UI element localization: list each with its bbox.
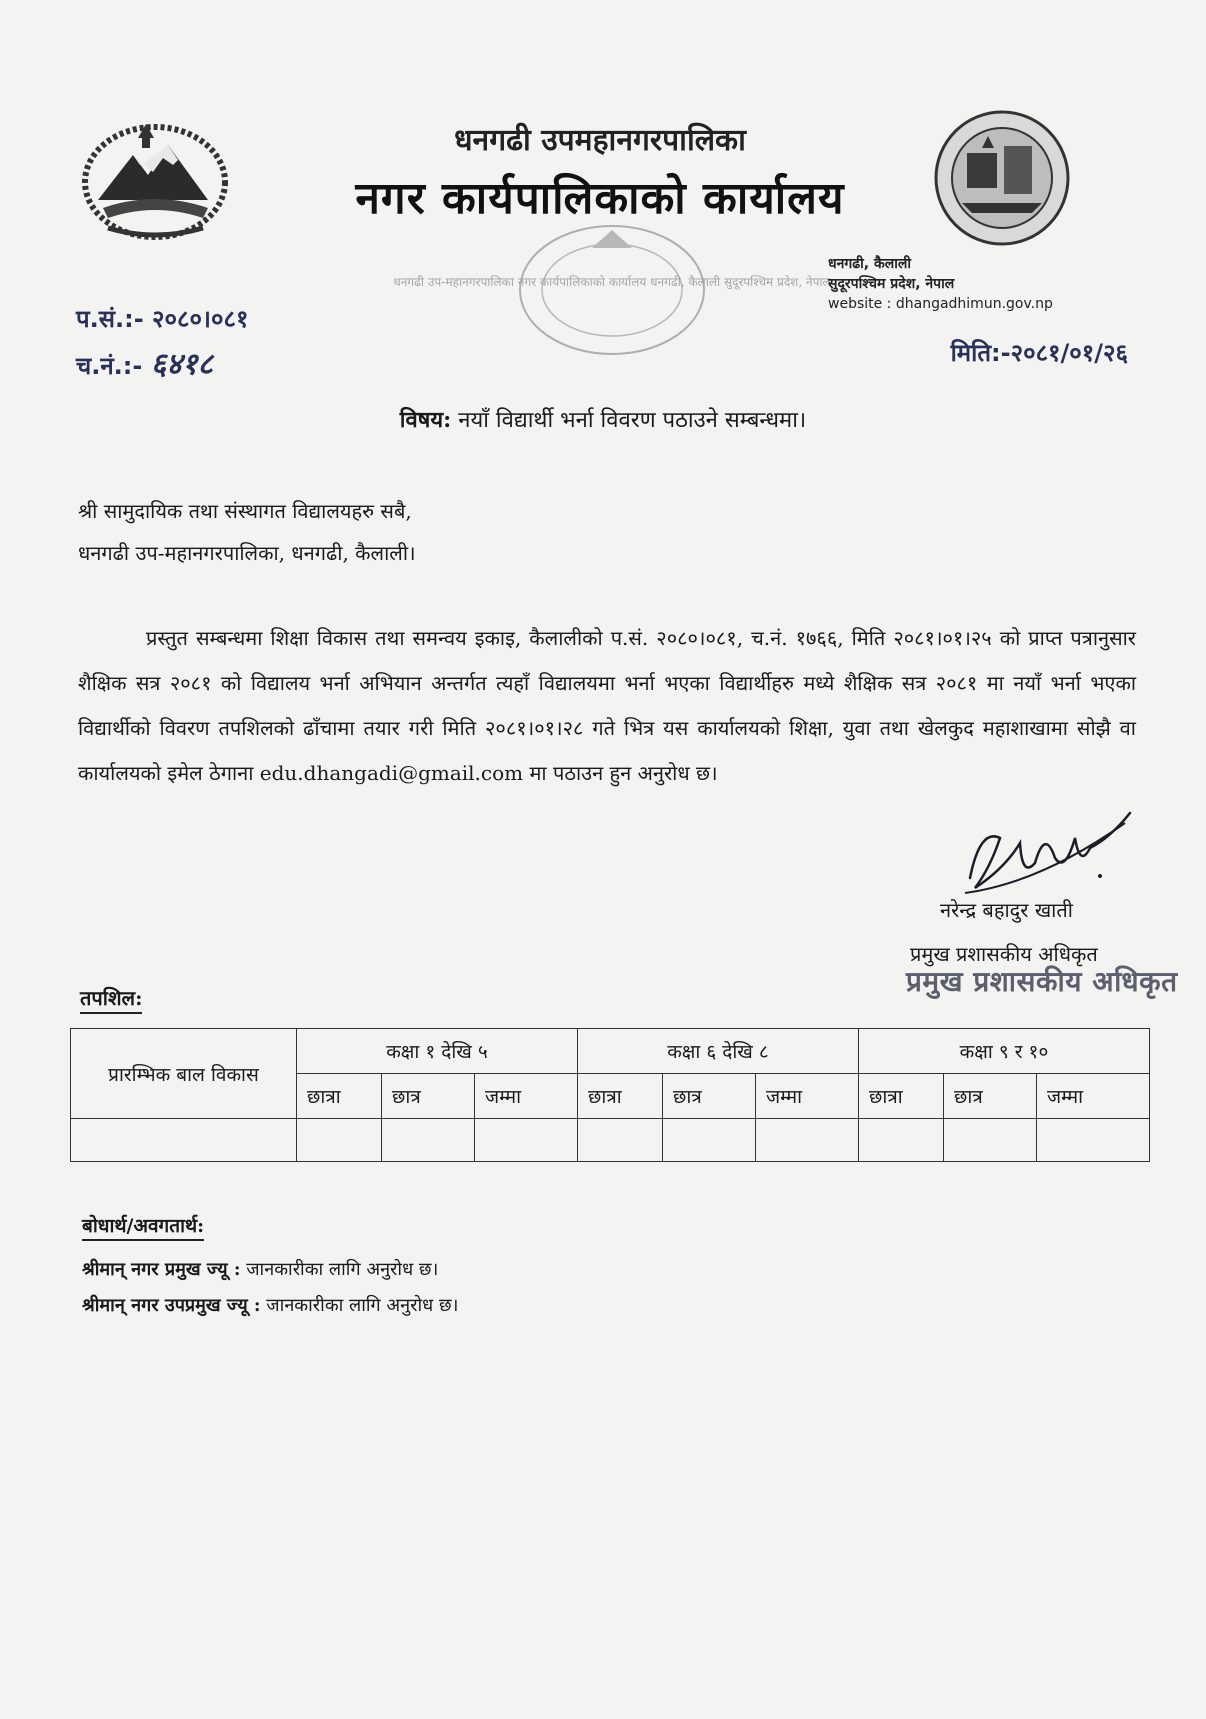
office-address [828,254,1053,314]
table-subheader: छात्र [382,1074,475,1119]
table-header-ecd: प्रारम्भिक बाल विकास [71,1029,297,1119]
copy-note: जानकारीका लागि अनुरोध छ। [240,1259,439,1280]
table-subheader: जम्मा [756,1074,859,1119]
nepal-emblem-icon [78,120,233,245]
letter-body: प्रस्तुत सम्बन्धमा शिक्षा विकास तथा समन्वय इकाइ, कैलालीको प.सं. २०८०।०८१, च.नं. १७६६, मिति २०८१।०१।२५ को प्राप्त पत्रानुसार शैक्षिक सत्र २०८१ को विद्यालय भर्ना अभियान अन्तर्गत त्यहाँ विद्यालयमा भर्ना भएका विद्यार्थीहरु मध्ये शैक्षिक सत्र २०८१ मा नयाँ भर्ना भएका विद्यार्थीको विवरण तपशिलको ढाँचामा तयार गरी मिति २०८१।०१।२८ गते भित्र यस कार्यालयको शिक्षा, युवा तथा खेलकुद महाशाखामा सोझै वा कार्यालयको इमेल ठेगाना edu.dhangadi@gmail.com मा पठाउन हुन अनुरोध छ। [78,626,1136,785]
address-line-1: धनगढी, कैलाली [828,256,911,272]
table-cell [1037,1119,1150,1162]
table-cell [859,1119,944,1162]
table-header-row [71,1029,1150,1074]
table-cell [71,1119,297,1162]
table-header-group: कक्षा १ देखि ५ [297,1029,578,1074]
table-row [71,1119,1150,1162]
annex-table [70,1028,1150,1162]
office-stamp-icon [393,218,831,358]
copy-note: जानकारीका लागि अनुरोध छ। [260,1295,459,1316]
table-cell [382,1119,475,1162]
table-subheader: जम्मा [1037,1074,1150,1119]
copy-recipient: श्रीमान् नगर प्रमुख ज्यू : [82,1259,241,1280]
office-name-top: धनगढी उपमहानगरपालिका [454,123,746,158]
signer-post-stamp: प्रमुख प्रशासकीय अधिकृत [906,965,1178,998]
table-cell [475,1119,578,1162]
table-subheader: छात्रा [859,1074,944,1119]
address-line-2: सुदूरपश्चिम प्रदेश, नेपाल [828,276,955,292]
letter-date: मिति:-२०८१/०१/२६ [950,339,1128,367]
reference-number: प.सं.:- २०८०।०८१ [76,305,249,333]
list-item [82,1288,458,1324]
dispatch-number-row [76,342,248,389]
table-cell [756,1119,859,1162]
signer-name: नरेन्द्र बहादुर खाती [940,898,1073,922]
table-cell [944,1119,1037,1162]
addressee-line-1: श्री सामुदायिक तथा संस्थागत विद्यालयहरु सबै, [78,499,412,523]
copy-recipient: श्रीमान् नगर उपप्रमुख ज्यू : [82,1295,261,1316]
table-header-group: कक्षा ९ र १० [859,1029,1150,1074]
reference-block [76,296,248,389]
table-header-group: कक्षा ६ देखि ८ [578,1029,859,1074]
table-cell [297,1119,382,1162]
office-stamp-text: धनगढी उप-महानगरपालिका नगर कार्यपालिकाको कार्यालय धनगढी, कैलाली सुदूरपश्चिम प्रदेश, नेपाल [393,275,831,289]
table-subheader: छात्र [663,1074,756,1119]
list-item [82,1252,458,1288]
table-subheader: छात्रा [578,1074,663,1119]
annex-title: तपशिल: [80,984,142,1014]
subject-text: नयाँ विद्यार्थी भर्ना विवरण पठाउने सम्बन्धमा। [451,408,807,433]
signer-post: प्रमुख प्रशासकीय अधिकृत [910,942,1098,966]
addressee-line-2: धनगढी उप-महानगरपालिका, धनगढी, कैलाली। [78,541,416,565]
office-name-main: नगर कार्यपालिकाको कार्यालय [355,173,845,224]
table-subheader: जम्मा [475,1074,578,1119]
signature-scribble [960,808,1135,898]
dispatch-number: ६४१८ [150,347,214,382]
subject-line [0,404,1206,434]
table-subheader: छात्र [944,1074,1037,1119]
dispatch-label: च.नं.:- [76,352,143,380]
subject-label: विषय: [399,407,452,433]
table-subheader: छात्रा [297,1074,382,1119]
copies-list [82,1252,458,1324]
addressee-block [78,490,416,574]
website-text: website : dhangadhimun.gov.np [828,296,1053,312]
table-cell [663,1119,756,1162]
table-cell [578,1119,663,1162]
copies-title: बोधार्थ/अवगतार्थ: [82,1212,204,1241]
